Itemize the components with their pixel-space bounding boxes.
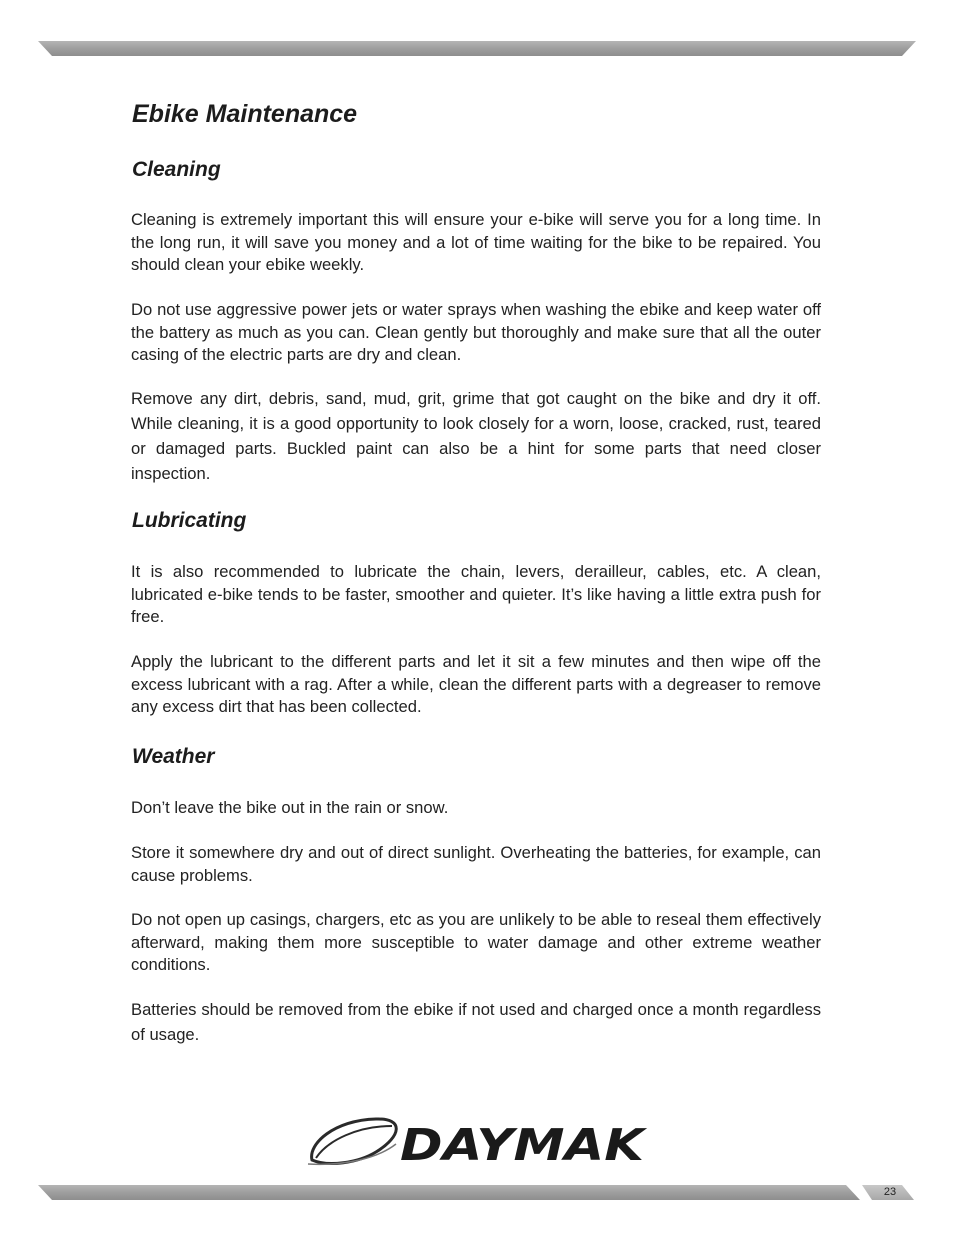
paragraph: Cleaning is extremely important this will ensure your e-bike will serve you for a long time. In the long run, it will save you money and a lot of time waiting for the bike to be repaired. You should clean your ebike weekly.: [131, 210, 821, 275]
paragraph: Apply the lubricant to the different parts and let it sit a few minutes and then wipe off the excess lubricant with a rag. After a while, clean the different parts with a degreaser to remove any excess dirt that has been collected.: [131, 652, 821, 717]
section-heading-lubricating: Lubricating: [132, 509, 247, 532]
paragraph: Don’t leave the bike out in the rain or snow.: [131, 798, 449, 817]
header-band: [38, 41, 916, 56]
page-number: 23: [883, 1186, 897, 1198]
paragraph: Store it somewhere dry and out of direct sunlight. Overheating the batteries, for example, can cause problems.: [131, 843, 821, 885]
logo-wordmark: DAYMAK: [400, 1120, 648, 1168]
paragraph: Remove any dirt, debris, sand, mud, grit, grime that got caught on the bike and dry it off. While cleaning, it is a good opportunity to look closely for a worn, loose, cracked, rust, teared or damaged parts. Buckled paint can also be a hint for some parts that need closer inspection.: [131, 389, 821, 483]
paragraph: Do not use aggressive power jets or water sprays when washing the ebike and keep water off the battery as much as you can. Clean gently but thoroughly and make sure that all the outer casing of the electric parts are dry and clean.: [131, 300, 821, 365]
paragraph: It is also recommended to lubricate the chain, levers, derailleur, cables, etc. A clean, lubricated e-bike tends to be faster, smoother and quieter. It’s like having a little extra push for free.: [131, 562, 821, 627]
paragraph: Do not open up casings, chargers, etc as you are unlikely to be able to reseal them effectively afterward, making them more susceptible to water damage and other extreme weather conditions.: [131, 910, 821, 975]
section-heading-weather: Weather: [132, 745, 215, 768]
page-title: Ebike Maintenance: [132, 100, 358, 128]
paragraph: Batteries should be removed from the ebike if not used and charged once a month regardless of usage.: [131, 1000, 821, 1044]
footer-band: [38, 1185, 860, 1200]
daymak-logo: [306, 1114, 648, 1168]
section-heading-cleaning: Cleaning: [132, 158, 221, 181]
